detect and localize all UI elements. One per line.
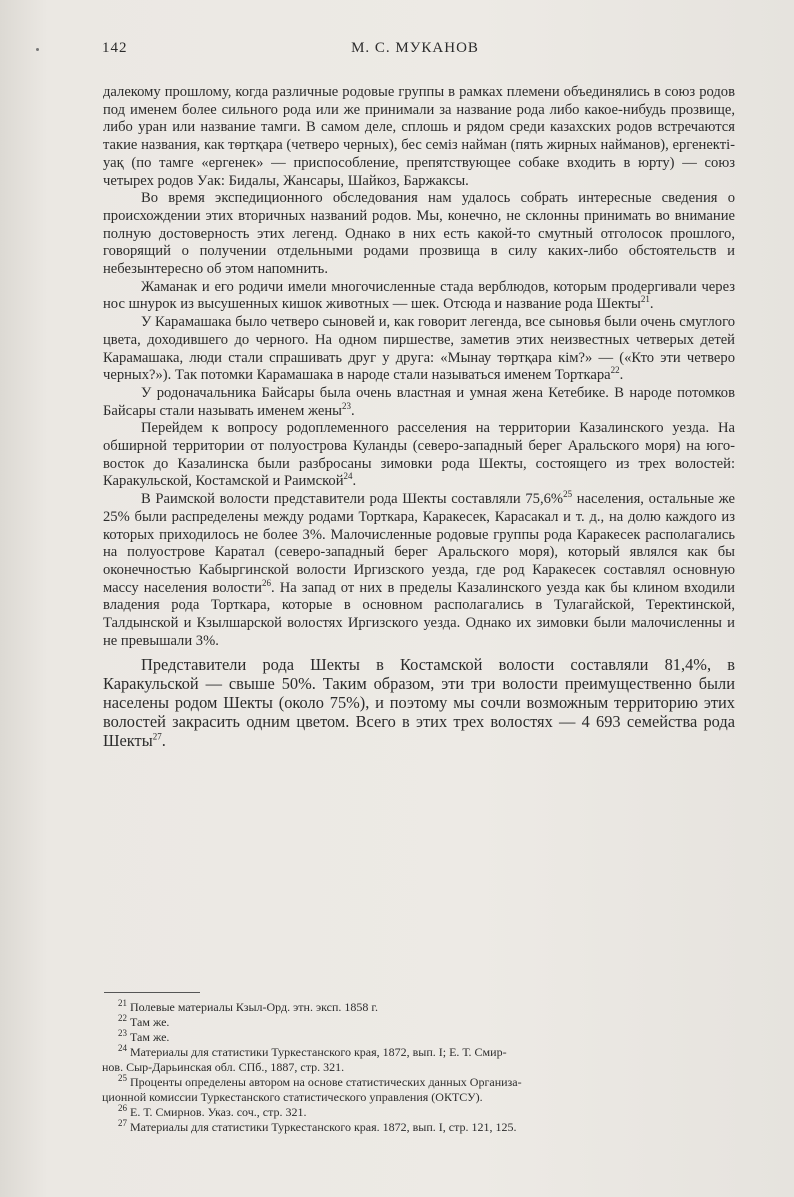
footnote-number: 21 (118, 998, 127, 1008)
footnote-text: Материалы для статистики Туркестанского края, 1872, вып. I; Е. Т. Смир- (130, 1045, 507, 1059)
footnote-23 (118, 1030, 736, 1045)
footnote-ref-21: 21 (640, 294, 650, 305)
author-header: М. С. МУКАНОВ (351, 40, 479, 56)
page-speck (36, 48, 39, 51)
footnote-25-continued: ционной комиссии Туркестанского статистического управления (ОКТСУ). (102, 1090, 483, 1104)
paragraph-3 (103, 279, 735, 314)
footnote-21 (118, 1000, 736, 1015)
footnote-rule (104, 992, 200, 993)
paragraph-5-text: У родоначальника Байсары была очень властная и умная жена Кетебике. В народе потомков Байсары стали называть именем жены (103, 384, 735, 419)
footnote-24 (118, 1045, 736, 1060)
footnote-ref-26: 26 (261, 577, 271, 588)
paragraph-5-end: . (350, 402, 355, 419)
footnote-text: Проценты определены автором на основе статистических данных Организа- (130, 1075, 522, 1089)
footnote-ref-25: 25 (563, 489, 573, 500)
footnote-text: Материалы для статистики Туркестанского края. 1872, вып. I, стр. 121, 125. (130, 1120, 517, 1134)
footnote-number: 27 (118, 1118, 127, 1128)
footnote-ref-24: 24 (343, 471, 353, 482)
footnote-text: Полевые материалы Кзыл-Орд. этн. эксп. 1858 г. (130, 1000, 378, 1014)
paragraph-7-text-1: В Раимской волости представители рода Шекты составляли 75,6% (141, 491, 564, 508)
footnote-number: 22 (118, 1013, 127, 1023)
paragraph-6-end: . (352, 473, 357, 490)
paragraph-8-text: Представители рода Шекты в Костамской волости составляли 81,4%, в Каракульской — свыше 50%. Таким образом, эти три волости преимущественно были населены родом Шекты (около 75%), и поэтому мы сочли возможным территорию этих волостей закрасить одним цветом. Всего в этих трех волостях — 4 693 семейства рода Шекты (103, 654, 735, 750)
footnote-number: 23 (118, 1028, 127, 1038)
footnote-number: 26 (118, 1103, 127, 1113)
paragraph-7 (103, 491, 735, 650)
footnote-22 (118, 1015, 736, 1030)
paragraph-3-end: . (649, 296, 654, 313)
footnotes (102, 998, 736, 1135)
paragraph-2: Во время экспедиционного обследования нам удалось собрать интересные сведения о происхождении этих вторичных названий родов. Мы, конечно, не склонны принимать во внимание полную достоверность этих легенд. Однако в них есть какой-то смутный отголосок прошлого, говорящий о получении отдельными родами прозвища в силу каких-либо обстоятельств и небезынтересно об этом напомнить. (103, 190, 735, 278)
footnote-number: 24 (118, 1043, 127, 1053)
paragraph-4 (103, 314, 735, 385)
body-text (103, 84, 735, 750)
footnote-25 (118, 1075, 736, 1090)
footnote-26 (118, 1105, 736, 1120)
paragraph-4-end: . (619, 367, 624, 384)
footnote-text: Там же. (130, 1015, 170, 1029)
paragraph-8-end: . (161, 730, 166, 750)
paragraph-8 (103, 655, 735, 750)
paragraph-7-text-3: . На запад от них в пределы Казалинского уезда как бы клином входили владения рода Торткара, которые в основном располагались в Тулагайской, Теректинской, Талдынской и Кзылшарской волостях Иргизского уезда. Однако их зимовки были малочисленны и не превышали 3%. (103, 579, 735, 649)
footnote-number: 25 (118, 1073, 127, 1083)
running-head (100, 40, 730, 64)
paragraph-6 (103, 420, 735, 491)
footnote-text: Е. Т. Смирнов. Указ. соч., стр. 321. (130, 1105, 307, 1119)
paragraph-4-text: У Карамашака было четверо сыновей и, как говорит легенда, все сыновья были очень смуглого цвета, доходившего до черного. На одном пиршестве, заметив этих неизвестных четверых детей Карамашака, люди стали спрашивать друг у друга: «Мынау төртқара кім?» — («Кто эти четверо черных?»). Так потомки Карамашака в народе стали называться именем Торткара (103, 314, 735, 384)
paragraph-6-text: Перейдем к вопросу родоплеменного расселения на территории Казалинского уезда. На обширной территории от полуострова Куланды (северо-западный берег Аральского моря) на юго-восток до Казалинска были разбросаны зимовки рода Шекты, состоящего из трех волостей: Каракульской, Костамской и Раимской (103, 420, 735, 490)
footnote-ref-27: 27 (152, 731, 162, 742)
paragraph-1: далекому прошлому, когда различные родовые группы в рамках племени объединялись в союз родов под именем более сильного рода или же принимали за название рода либо какое-нибудь прозвище, либо уран или название тамги. В самом деле, сплошь и рядом среди казахских родов встречаются такие названия, как төртқара (четверо черных), бес семіз найман (пять жирных найманов), ергенекті-уақ (по тамге «ергенек» — приспособление, препятствующее собаке входить в юрту) — союз четырех родов Уак: Бидалы, Жансары, Шайкоз, Баржаксы. (103, 84, 735, 189)
paragraph-3-text: Жаманак и его родичи имели многочисленные стада верблюдов, которым продергивали через нос шнурок из высушенных кишок животных — шек. Отсюда и название рода Шекты (103, 278, 735, 313)
paragraph-5 (103, 385, 735, 420)
footnote-ref-22: 22 (610, 365, 620, 376)
paragraph-7-text-2: населения, остальные же 25% были распределены между родами Торткара, Каракесек, Карасакал и т. д., на долю каждого из которых приходилось не более 3%. Малочисленные родовые группы рода Каракесек располагались на полуострове Каратал (северо-западный берег Аральского моря), который являлся как бы оконечностью Кабыргинской волости Иргизского уезда, где род Каракесек составлял основную массу населения волости (103, 491, 735, 596)
footnote-ref-23: 23 (341, 400, 351, 411)
page-number: 142 (102, 40, 128, 56)
footnote-text: Там же. (130, 1030, 170, 1044)
footnote-24-continued: нов. Сыр-Дарьинская обл. СПб., 1887, стр. 321. (102, 1060, 345, 1074)
footnote-27 (118, 1120, 736, 1135)
